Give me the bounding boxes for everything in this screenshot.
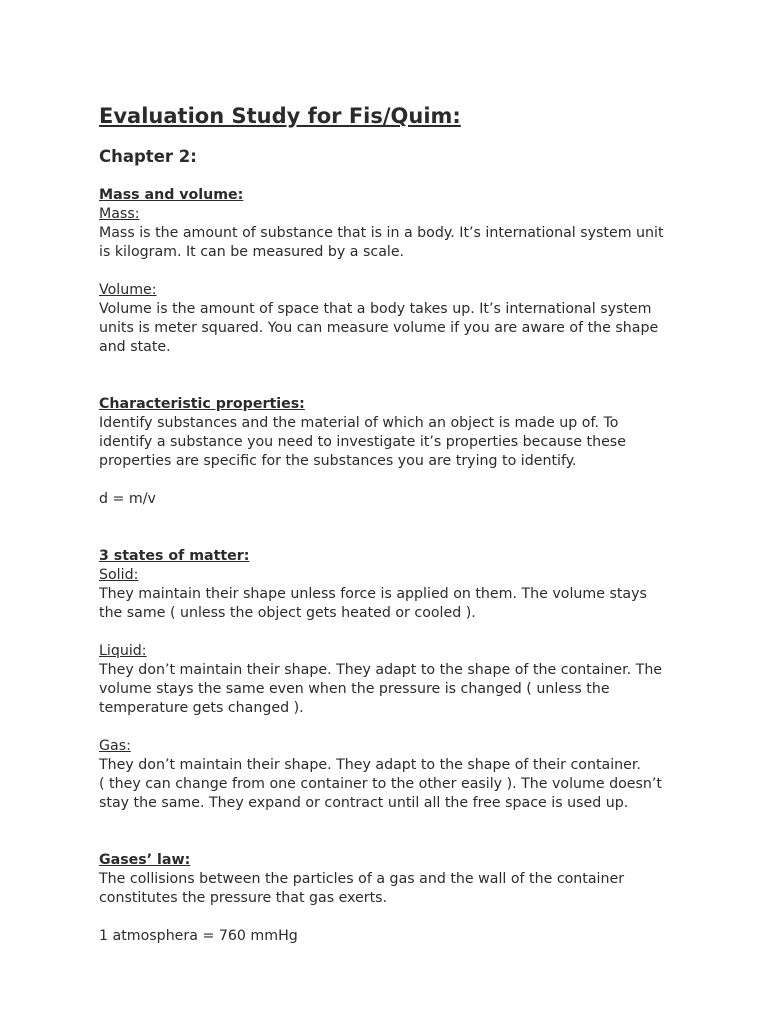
liquid-paragraph: They don’t maintain their shape. They adapt to the shape of the container. The volume stays the same even when the pressure is changed ( unless the temperature gets changed ). <box>99 662 663 716</box>
characteristic-paragraph: Identify substances and the material of which an object is made up of. To identify a substance you need to investigate it’s properties because these properties are specific for the substances you are trying to identify. <box>99 415 626 469</box>
volume-label: Volume: <box>99 282 157 298</box>
gases-law-heading: Gases’ law: <box>99 852 191 868</box>
mass-label: Mass: <box>99 206 140 222</box>
document-page <box>99 102 674 946</box>
section-characteristic-properties <box>99 395 674 547</box>
solid-label: Solid: <box>99 567 139 583</box>
gas-label: Gas: <box>99 738 131 754</box>
solid-paragraph: They maintain their shape unless force is applied on them. The volume stays the same ( unless the object gets heated or cooled ). <box>99 586 647 621</box>
mass-volume-heading: Mass and volume: <box>99 187 244 203</box>
gases-law-paragraph: The collisions between the particles of a gas and the wall of the container constitutes the pressure that gas exerts. <box>99 871 625 906</box>
pressure-equation: 1 atmosphera = 760 mmHg <box>99 928 298 944</box>
gas-paragraph-line1: They don’t maintain their shape. They adapt to the shape of their container. <box>99 757 641 773</box>
volume-paragraph: Volume is the amount of space that a body takes up. It’s international system units is meter squared. You can measure volume if you are aware of the shape and state. <box>99 301 659 355</box>
document-title: Evaluation Study for Fis/Quim: <box>99 104 461 128</box>
chapter-heading: Chapter 2: <box>99 147 197 166</box>
section-mass-volume <box>99 186 674 395</box>
section-gases-law <box>99 851 674 946</box>
mass-paragraph: Mass is the amount of substance that is in a body. It’s international system unit is kilogram. It can be measured by a scale. <box>99 225 664 260</box>
section-states-of-matter <box>99 547 674 851</box>
states-heading: 3 states of matter: <box>99 548 250 564</box>
liquid-label: Liquid: <box>99 643 147 659</box>
gas-paragraph-line2: ( they can change from one container to the other easily ). The volume doesn’t stay the same. They expand or contract until all the free space is used up. <box>99 776 662 811</box>
characteristic-heading: Characteristic properties: <box>99 396 305 412</box>
density-formula: d = m/v <box>99 491 156 507</box>
